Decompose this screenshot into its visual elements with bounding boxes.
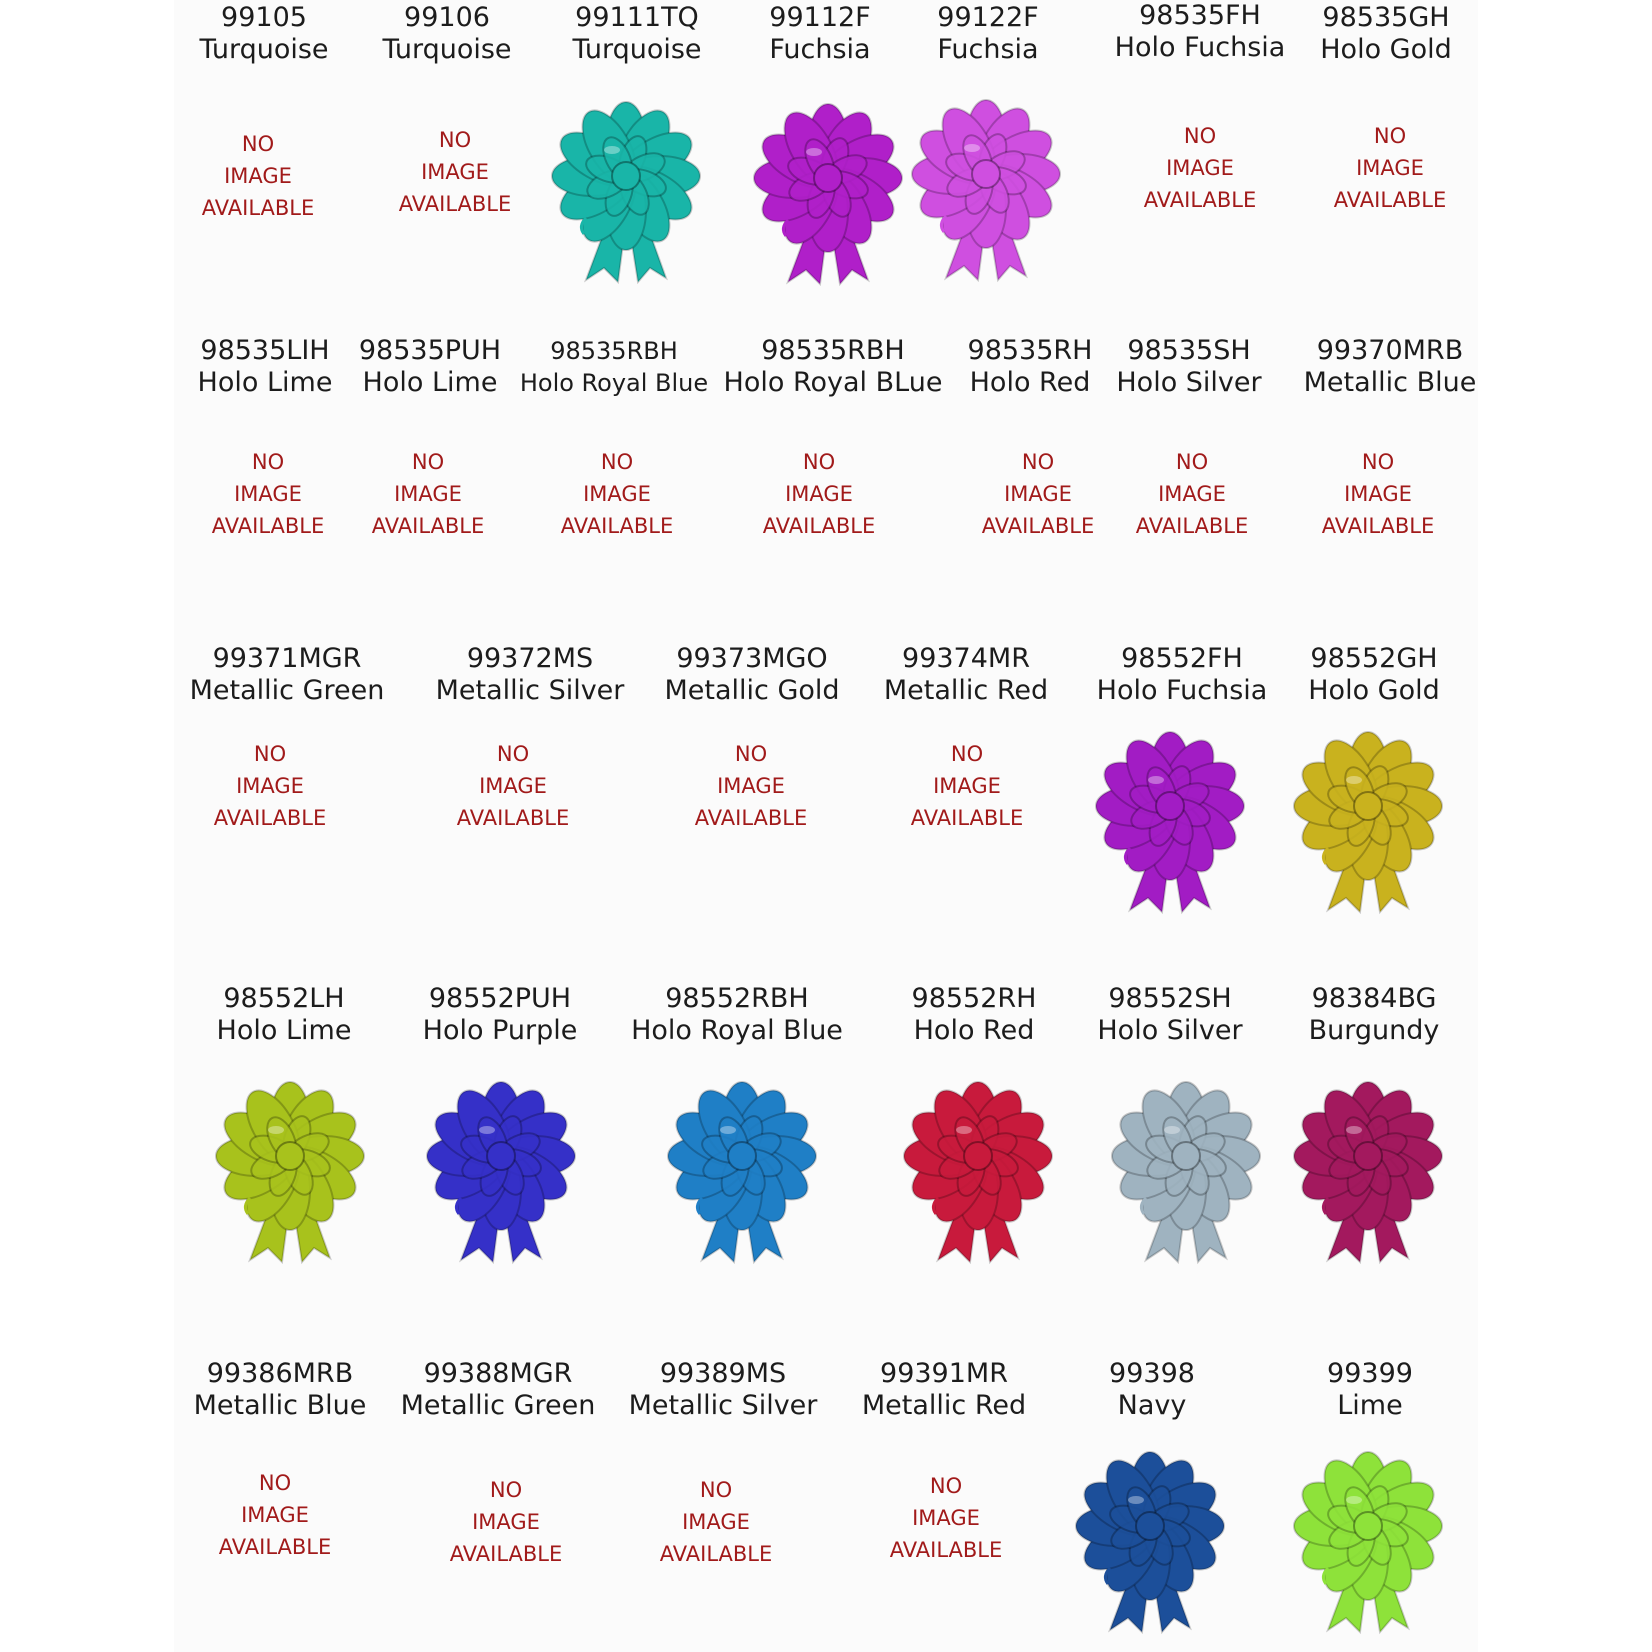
no-image-text: AVAILABLE	[910, 806, 1024, 830]
product-color-name: Metallic Red	[861, 1390, 1027, 1421]
product-code: 98552RH	[911, 983, 1037, 1014]
no-image-placeholder	[1334, 120, 1447, 216]
no-image-placeholder	[457, 738, 570, 834]
no-image-text: NO	[1361, 450, 1395, 474]
product-label	[520, 335, 708, 399]
product-code: 99386MRB	[206, 1358, 354, 1389]
no-image-text: IMAGE	[912, 1506, 980, 1530]
pull-bow-image	[1288, 720, 1448, 920]
product-color-name: Burgundy	[1308, 1015, 1440, 1046]
product-label	[912, 983, 1037, 1047]
product-color-name: Lime	[1337, 1390, 1403, 1421]
no-image-text: NO	[489, 1478, 523, 1502]
product-color-name: Holo Silver	[1097, 1015, 1243, 1046]
no-image-text: AVAILABLE	[201, 196, 315, 220]
no-image-text: AVAILABLE	[213, 806, 327, 830]
product-label	[382, 2, 511, 66]
product-code: 98535GH	[1322, 2, 1450, 33]
pull-bow-icon	[748, 92, 908, 292]
no-image-text: AVAILABLE	[1135, 514, 1249, 538]
no-image-text: AVAILABLE	[981, 514, 1095, 538]
pull-bow-image	[421, 1070, 581, 1270]
product-code: 99111TQ	[575, 2, 699, 33]
pull-bow-image	[906, 88, 1066, 288]
product-label	[769, 2, 870, 66]
product-label	[1309, 983, 1440, 1047]
product-label	[937, 2, 1038, 66]
product-label	[572, 2, 701, 66]
no-image-text: AVAILABLE	[456, 806, 570, 830]
no-image-text: AVAILABLE	[1143, 188, 1257, 212]
no-image-text: IMAGE	[933, 774, 1001, 798]
no-image-text: IMAGE	[1158, 482, 1226, 506]
no-image-text: AVAILABLE	[1321, 514, 1435, 538]
pull-bow-icon	[1106, 1070, 1266, 1270]
pull-bow-icon	[1090, 720, 1250, 920]
no-image-placeholder	[399, 124, 512, 220]
product-label	[423, 983, 578, 1047]
product-label	[629, 1358, 818, 1422]
product-code: 98552PUH	[428, 983, 572, 1014]
pull-bow-icon	[546, 90, 706, 290]
product-label	[1327, 1358, 1413, 1422]
no-image-text: AVAILABLE	[449, 1542, 563, 1566]
product-label	[198, 335, 333, 399]
no-image-text: NO	[1183, 124, 1217, 148]
product-code: 98552SH	[1108, 983, 1232, 1014]
no-image-text: IMAGE	[421, 160, 489, 184]
product-code: 99370MRB	[1316, 335, 1464, 366]
product-color-name: Turquoise	[382, 34, 512, 65]
pull-bow-image	[210, 1070, 370, 1270]
product-sheet	[174, 0, 1478, 1652]
no-image-placeholder	[982, 446, 1095, 542]
no-image-text: IMAGE	[224, 164, 292, 188]
no-image-placeholder	[214, 738, 327, 834]
pull-bow-image	[662, 1070, 822, 1270]
product-label	[1116, 335, 1261, 399]
product-code: 99388MGR	[423, 1358, 573, 1389]
product-code: 99106	[404, 2, 490, 33]
product-label	[862, 1358, 1026, 1422]
pull-bow-image	[1288, 1070, 1448, 1270]
no-image-text: AVAILABLE	[218, 1535, 332, 1559]
no-image-text: NO	[802, 450, 836, 474]
no-image-text: IMAGE	[241, 1503, 309, 1527]
no-image-text: NO	[950, 742, 984, 766]
no-image-text: IMAGE	[394, 482, 462, 506]
pull-bow-icon	[1070, 1440, 1230, 1640]
product-label	[1115, 0, 1286, 64]
product-label	[631, 983, 843, 1047]
product-color-name: Holo Gold	[1320, 34, 1452, 65]
product-code: 98535PUH	[358, 335, 502, 366]
product-code: 98535RBH	[761, 335, 905, 366]
no-image-placeholder	[695, 738, 808, 834]
pull-bow-image	[748, 92, 908, 292]
no-image-text: NO	[929, 1474, 963, 1498]
no-image-text: IMAGE	[1356, 156, 1424, 180]
no-image-text: AVAILABLE	[398, 192, 512, 216]
pull-bow-image	[1288, 1440, 1448, 1640]
product-code: 99398	[1109, 1358, 1195, 1389]
product-color-name: Turquoise	[572, 34, 702, 65]
product-code: 98552FH	[1121, 643, 1243, 674]
no-image-text: NO	[699, 1478, 733, 1502]
no-image-text: NO	[600, 450, 634, 474]
no-image-placeholder	[450, 1474, 563, 1570]
product-label	[217, 983, 352, 1047]
no-image-placeholder	[561, 446, 674, 542]
product-label	[1097, 643, 1268, 707]
product-code: 99399	[1327, 1358, 1413, 1389]
product-label	[401, 1358, 596, 1422]
product-color-name: Metallic Red	[883, 675, 1049, 706]
product-code: 99105	[221, 2, 307, 33]
product-color-name: Holo Purple	[422, 1015, 578, 1046]
no-image-text: IMAGE	[717, 774, 785, 798]
no-image-text: IMAGE	[682, 1510, 750, 1534]
product-color-name: Navy	[1117, 1390, 1187, 1421]
no-image-placeholder	[890, 1470, 1003, 1566]
no-image-placeholder	[1322, 446, 1435, 542]
product-color-name: Fuchsia	[937, 34, 1039, 65]
no-image-text: AVAILABLE	[659, 1542, 773, 1566]
product-label	[190, 643, 385, 707]
no-image-text: NO	[253, 742, 287, 766]
no-image-placeholder	[660, 1474, 773, 1570]
product-color-name: Fuchsia	[769, 34, 871, 65]
no-image-text: AVAILABLE	[694, 806, 808, 830]
product-color-name: Holo Fuchsia	[1114, 32, 1286, 63]
pull-bow-icon	[210, 1070, 370, 1270]
product-color-name: Holo Royal Blue	[631, 1015, 843, 1046]
no-image-text: IMAGE	[583, 482, 651, 506]
pull-bow-image	[898, 1070, 1058, 1270]
no-image-text: NO	[1373, 124, 1407, 148]
product-color-name: Holo Silver	[1116, 367, 1262, 398]
product-color-name: Metallic Blue	[193, 1390, 367, 1421]
pull-bow-icon	[662, 1070, 822, 1270]
pull-bow-image	[1070, 1440, 1230, 1640]
product-code: 99112F	[769, 2, 871, 33]
product-label	[664, 643, 839, 707]
product-label	[724, 335, 943, 399]
no-image-text: NO	[438, 128, 472, 152]
product-code: 99391MR	[880, 1358, 1008, 1389]
pull-bow-icon	[898, 1070, 1058, 1270]
product-color-name: Holo Royal BLue	[723, 367, 943, 398]
no-image-text: AVAILABLE	[889, 1538, 1003, 1562]
product-color-name: Metallic Green	[400, 1390, 596, 1421]
no-image-placeholder	[911, 738, 1024, 834]
product-label	[1109, 1358, 1195, 1422]
product-color-name: Metallic Silver	[628, 1390, 818, 1421]
pull-bow-icon	[1288, 1070, 1448, 1270]
product-label	[968, 335, 1093, 399]
product-label	[199, 2, 328, 66]
product-color-name: Metallic Silver	[435, 675, 625, 706]
pull-bow-icon	[421, 1070, 581, 1270]
no-image-text: IMAGE	[234, 482, 302, 506]
product-color-name: Holo Red	[913, 1015, 1035, 1046]
product-label	[1304, 335, 1477, 399]
no-image-text: IMAGE	[236, 774, 304, 798]
pull-bow-image	[1106, 1070, 1266, 1270]
no-image-text: IMAGE	[1344, 482, 1412, 506]
product-label	[1308, 643, 1440, 707]
no-image-text: IMAGE	[1004, 482, 1072, 506]
pull-bow-icon	[906, 88, 1066, 288]
no-image-text: AVAILABLE	[762, 514, 876, 538]
product-color-name: Holo Lime	[216, 1015, 352, 1046]
product-code: 98384BG	[1311, 983, 1437, 1014]
product-code: 99373MGO	[676, 643, 828, 674]
no-image-text: NO	[251, 450, 285, 474]
product-label	[359, 335, 501, 399]
no-image-text: NO	[411, 450, 445, 474]
pull-bow-icon	[1288, 1440, 1448, 1640]
product-color-name: Metallic Green	[189, 675, 385, 706]
no-image-placeholder	[763, 446, 876, 542]
product-code: 98552LH	[223, 983, 345, 1014]
product-label	[884, 643, 1048, 707]
product-code: 99371MGR	[212, 643, 362, 674]
no-image-placeholder	[372, 446, 485, 542]
product-color-name: Holo Royal Blue	[519, 369, 709, 397]
pull-bow-image	[1090, 720, 1250, 920]
no-image-text: NO	[241, 132, 275, 156]
product-label	[1097, 983, 1242, 1047]
no-image-text: AVAILABLE	[371, 514, 485, 538]
product-label	[436, 643, 625, 707]
no-image-text: IMAGE	[472, 1510, 540, 1534]
product-color-name: Holo Lime	[362, 367, 498, 398]
product-color-name: Holo Lime	[197, 367, 333, 398]
pull-bow-image	[546, 90, 706, 290]
pull-bow-icon	[1288, 720, 1448, 920]
no-image-text: NO	[258, 1471, 292, 1495]
product-code: 99372MS	[466, 643, 594, 674]
no-image-text: AVAILABLE	[211, 514, 325, 538]
product-color-name: Metallic Blue	[1303, 367, 1477, 398]
product-code: 99374MR	[902, 643, 1030, 674]
no-image-text: NO	[1175, 450, 1209, 474]
no-image-text: NO	[1021, 450, 1055, 474]
product-label	[194, 1358, 367, 1422]
product-color-name: Metallic Gold	[664, 675, 840, 706]
no-image-text: NO	[496, 742, 530, 766]
product-code: 98552RBH	[665, 983, 809, 1014]
product-code: 98552GH	[1310, 643, 1438, 674]
product-color-name: Holo Gold	[1308, 675, 1440, 706]
no-image-placeholder	[212, 446, 325, 542]
product-code: 98535LIH	[200, 335, 330, 366]
no-image-placeholder	[1144, 120, 1257, 216]
no-image-placeholder	[1136, 446, 1249, 542]
no-image-text: IMAGE	[1166, 156, 1234, 180]
no-image-text: AVAILABLE	[560, 514, 674, 538]
product-label	[1320, 2, 1452, 66]
no-image-text: IMAGE	[785, 482, 853, 506]
product-color-name: Holo Red	[969, 367, 1091, 398]
product-code: 98535FH	[1139, 0, 1261, 31]
product-code: 98535RH	[967, 335, 1093, 366]
no-image-text: AVAILABLE	[1333, 188, 1447, 212]
product-color-name: Holo Fuchsia	[1096, 675, 1268, 706]
no-image-text: IMAGE	[479, 774, 547, 798]
product-code: 99389MS	[659, 1358, 787, 1389]
product-code: 99122F	[937, 2, 1039, 33]
product-code: 98535SH	[1127, 335, 1251, 366]
no-image-placeholder	[202, 128, 315, 224]
no-image-placeholder	[219, 1467, 332, 1563]
no-image-text: NO	[734, 742, 768, 766]
product-code: 98535RBH	[550, 337, 678, 365]
product-color-name: Turquoise	[199, 34, 329, 65]
